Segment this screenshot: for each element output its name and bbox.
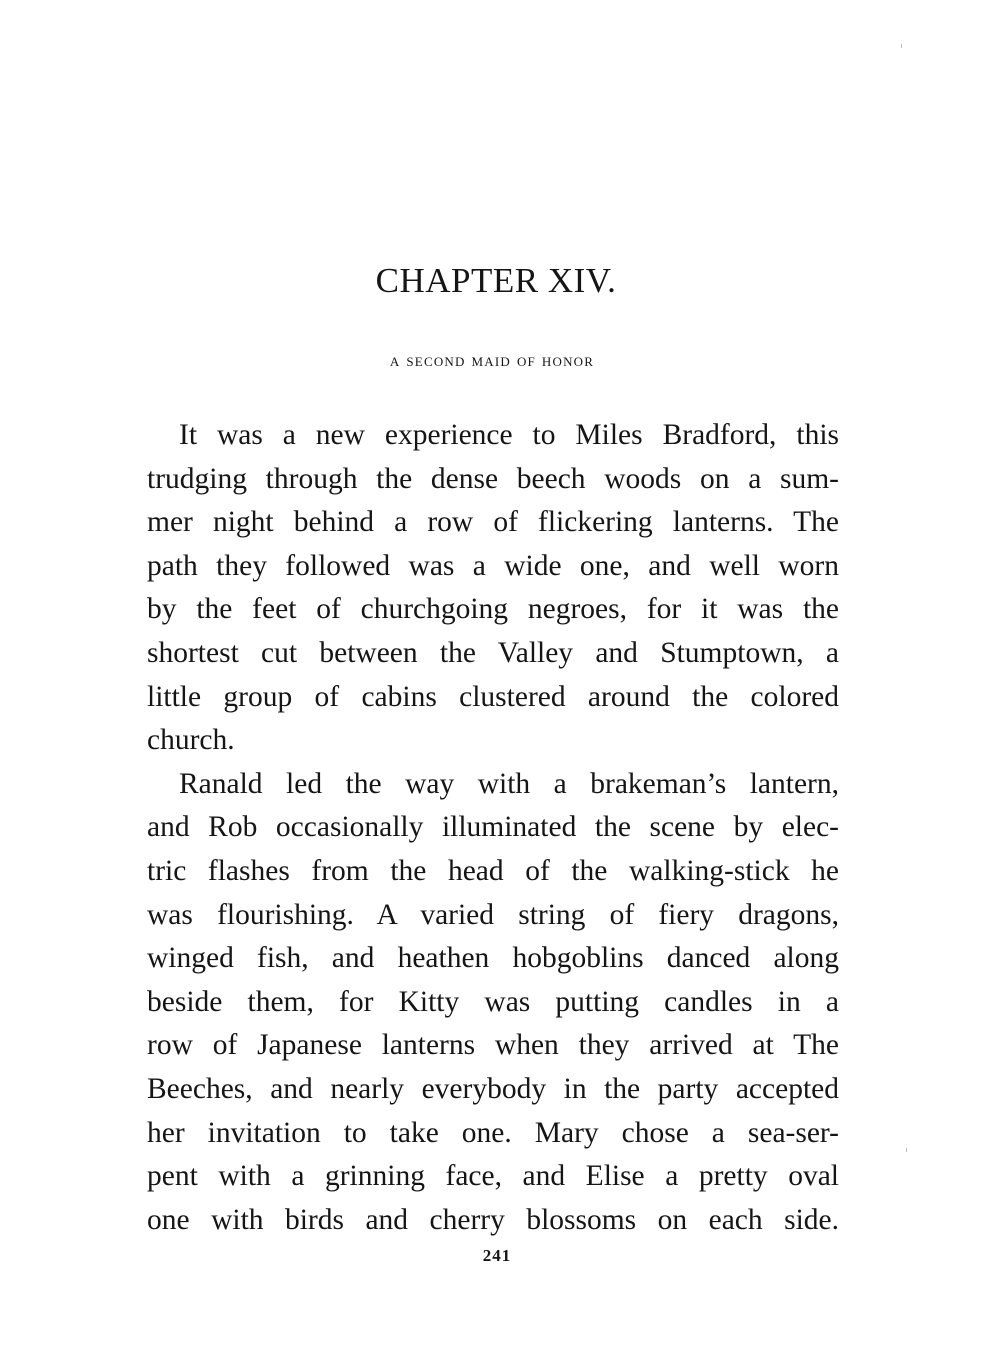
chapter-heading: CHAPTER XIV. — [375, 261, 617, 300]
text-line: one with birds and cherry blossoms on each side. — [147, 1203, 839, 1236]
text-line: It was a new experience to Miles Bradford, this — [179, 419, 839, 451]
text-line: mer night behind a row of flickering lanterns. The — [147, 506, 839, 539]
text-line: beside them, for Kitty was putting candles in a — [147, 985, 839, 1018]
text-line: Ranald led the way with a brakeman’s lantern, — [179, 767, 839, 800]
text-line: row of Japanese lanterns when they arrived at The — [147, 1029, 839, 1062]
text-line: her invitation to take one. Mary chose a sea-ser- — [147, 1116, 839, 1149]
text-line: pent with a grinning face, and Elise a pretty oval — [147, 1160, 839, 1193]
text-line: little group of cabins clustered around the colored — [147, 680, 839, 713]
text-line: shortest cut between the Valley and Stumptown, a — [147, 636, 839, 669]
chapter-body — [147, 414, 839, 1242]
text-line: church. — [147, 724, 235, 757]
text-line: tric flashes from the head of the walking-stick he — [147, 854, 839, 887]
scan-speck — [901, 44, 902, 48]
text-line: Beeches, and nearly everybody in the party accepted — [147, 1072, 839, 1105]
text-line: and Rob occasionally illuminated the scene by elec- — [147, 811, 839, 844]
text-line: trudging through the dense beech woods on a sum- — [147, 462, 839, 495]
page-number: 241 — [482, 1246, 512, 1265]
scan-speck — [906, 1148, 907, 1152]
text-line: winged fish, and heathen hobgoblins danced along — [147, 942, 839, 975]
text-line: by the feet of churchgoing negroes, for it was the — [147, 593, 839, 626]
text-line: path they followed was a wide one, and well worn — [147, 549, 839, 582]
chapter-title: a second maid of honor — [389, 350, 595, 371]
text-line: was flourishing. A varied string of fiery dragons, — [147, 898, 839, 931]
